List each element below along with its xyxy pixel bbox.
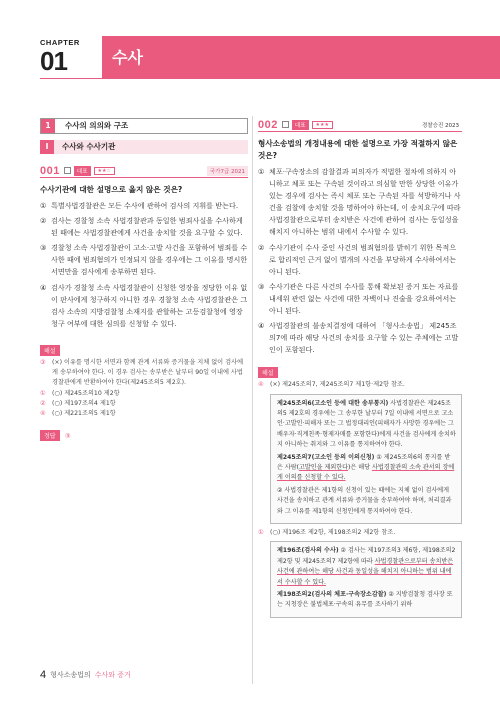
chapter-title-bar	[102, 36, 500, 78]
page-footer	[40, 669, 131, 681]
option-mark: ①	[40, 201, 47, 210]
explanation-line	[40, 389, 248, 399]
chapter-tag	[40, 26, 102, 76]
book-title: 형사소송법의	[50, 671, 91, 679]
question-number: 002	[258, 118, 278, 131]
explanation-line	[258, 380, 462, 390]
question-number: 001	[40, 164, 60, 177]
question-text: 형사소송법의 개정내용에 대한 설명으로 가장 적절하지 않은 것은?	[258, 139, 458, 160]
explanation-mark: ①	[258, 529, 264, 537]
question-002	[258, 118, 462, 618]
explanation-mark: ③	[40, 358, 46, 366]
option-item	[258, 320, 462, 356]
statute-title: 제196조(검사의 수사)	[277, 547, 339, 555]
option-text: 검사는 경찰청 소속 사법경찰관과 동일한 범죄사실을 수사하게 된 때에는 사법경찰관에게 사건을 송치할 것을 요구할 수 있다.	[51, 216, 243, 238]
option-item	[258, 242, 462, 278]
checkbox-icon[interactable]	[282, 121, 289, 128]
statute-text: ① 제245조의6의 통지를 받은 사람(	[277, 453, 451, 472]
statute-box	[270, 394, 462, 524]
representative-badge: 대표	[292, 120, 309, 130]
statute-box	[270, 541, 462, 617]
option-mark: ③	[40, 243, 47, 253]
option-item	[40, 242, 248, 278]
statute-underlined: 사법경찰관의 소속 관서의 장에게 이의를 신청할 수 있다.	[277, 464, 455, 482]
option-mark: ②	[40, 216, 47, 226]
option-mark: ①	[258, 167, 265, 176]
page-number: 4	[40, 669, 47, 681]
option-item	[40, 282, 248, 330]
left-column	[40, 118, 248, 443]
explanation-tag: 해설	[258, 367, 278, 378]
question-header	[40, 164, 248, 178]
subsection-heading	[40, 140, 248, 154]
explanation-line	[258, 528, 462, 538]
exam-source: 국가7급 2021	[207, 166, 248, 176]
explanation-mark: ④	[258, 381, 264, 389]
answer-tag: 정답	[40, 430, 60, 441]
explanation-mark: ①	[40, 389, 46, 397]
statute-text: ② 검사는 제197조의3 제6항, 제198조의2 제2항 및 제245조의7 제2항에 따라	[277, 547, 456, 565]
option-text: 검사가 경찰청 소속 사법경찰관이 신청한 영장을 정당한 이유 없이 판사에게 청구하지 아니한 경우 경찰청 소속 사법경찰관은 그 검사 소속의 지방검찰청 소재지를 관할하는 고등검찰청에 영장 청구 여부에 대한 심의를 신청할 수 있다.	[51, 282, 248, 328]
subsection-title: 수사와 수사기관	[62, 142, 116, 151]
explanation-tag: 해설	[40, 345, 60, 356]
option-text: 특별사법경찰관은 모든 수사에 관하여 검사의 지휘를 받는다.	[51, 201, 239, 210]
option-text: 수사기관은 다른 사건의 수사를 통해 확보된 증거 또는 자료를 내세워 관련 없는 사건에 대한 자백이나 진술을 강요하여서는 아니 된다.	[269, 281, 459, 316]
answer-value: ③	[64, 432, 71, 441]
explanation-mark: ②	[40, 399, 46, 407]
book-subtitle: 수사와 증거	[94, 671, 131, 679]
explanation-line	[40, 409, 248, 419]
statute-text: )은 해당	[348, 464, 372, 472]
explanation-text: (○) 제245조의10 제2항	[52, 389, 120, 397]
option-mark: ④	[258, 321, 265, 331]
chapter-underline	[40, 78, 500, 79]
section-number: 1	[41, 119, 55, 133]
explanation-text: (×) 제245조의7, 제245조의7 제1항·제2항 참조.	[270, 381, 405, 389]
difficulty-stars: ★★☆	[94, 167, 115, 175]
statute-paragraph	[277, 546, 456, 588]
statute-title: 제245조의7(고소인 등의 이의신청)	[277, 453, 375, 461]
statute-title: 제245조의6(고소인 등에 대한 송부통지)	[277, 399, 389, 407]
explanation-mark: ④	[40, 409, 46, 417]
statute-title: 제198조의2(검사의 체포·구속장소감찰)	[277, 590, 387, 598]
explanation-line	[40, 399, 248, 409]
question-001	[40, 164, 248, 443]
question-header	[258, 118, 462, 132]
subsection-number: I	[40, 140, 54, 154]
option-item	[258, 281, 462, 317]
explanation-block	[258, 360, 462, 617]
explanation-block	[40, 338, 248, 443]
explanation-text: (○) 제196조 제2항, 제198조의2 제2항 참조.	[270, 529, 396, 537]
answer-row	[40, 423, 248, 443]
explanation-text: (×) 이유를 명시한 서면과 함께 관계 서류와 증거물을 지체 없이 검사에게 송부하여야 한다. 이 경우 검사는 송부받은 날부터 90일 이내에 사법경찰관에게 반환하여야 한다(제245조의5 제2호).	[52, 358, 244, 387]
option-item	[258, 166, 462, 239]
option-text: 체포·구속장소의 감찰결과 피의자가 적법한 절차에 의하지 아니하고 체포 또는 구속된 것이라고 의심할 만한 상당한 이유가 있는 경우에 검사는 즉시 체포 또는 구속된 자를 석방하거나 사건을 검찰에 송치할 것을 명하여야 하는데, 이 송치요구에 따라 사법경찰관으로부터 송치받은 사건에 관하여 검사는 동일성을 해치지 아니하는 범위 내에서 수사할 수 있다.	[269, 167, 461, 237]
difficulty-stars: ★★★	[312, 121, 333, 129]
statute-underlined: 고발인을 제외한다	[298, 464, 349, 472]
column-divider	[252, 116, 253, 684]
section-heading	[40, 118, 248, 134]
chapter-label: CHAPTER	[40, 38, 80, 47]
statute-text: 사법경찰관은 제245조의5 제2호의 경우에는 그 송부한 날부터 7일 이내에 서면으로 고소인·고발인·피해자 또는 그 법정대리인(피해자가 사망한 경우에는 그 배우자·직계친족·형제자매를 포함한다)에게 사건을 검사에게 송치하지 아니하는 취지와 그 이유를 통지하여야 한다.	[277, 399, 456, 449]
statute-underlined: 사법경찰관으로부터 송치받은 사건에 관하여는 해당 사건과 동일성을 해치지 아니하는 범위 내에서 수사할 수 있다.	[277, 557, 454, 586]
chapter-title: 수사	[112, 48, 143, 67]
option-mark: ②	[258, 242, 265, 252]
chapter-number: 01	[40, 46, 67, 76]
option-item	[40, 215, 248, 239]
statute-paragraph	[277, 399, 456, 451]
question-text: 수사기관에 대한 설명으로 옳지 않은 것은?	[40, 185, 183, 194]
option-text: 수사기관이 수사 중인 사건의 범죄혐의를 밝히기 위한 목적으로 합리적인 근거 없이 별개의 사건을 부당하게 수사하여서는 아니 된다.	[269, 242, 457, 276]
option-item	[40, 200, 248, 212]
option-text: 사법경찰관의 불송치결정에 대하여 「형사소송법」 제245조의7에 따라 해당 사건의 송치를 요구할 수 있는 주체에는 고발인이 포함된다.	[269, 321, 459, 355]
statute-text: ② 지방검찰청 검사장 또는 지청장은 불법체포·구속의 유무를 조사하기 위하	[277, 590, 453, 609]
option-mark: ③	[258, 281, 265, 291]
right-column	[258, 118, 462, 622]
option-mark: ④	[40, 282, 47, 292]
checkbox-icon[interactable]	[64, 167, 71, 174]
option-text: 경찰청 소속 사법경찰관이 고소·고발 사건을 포함하여 범죄를 수사한 때에 범죄혐의가 인정되지 않을 경우에는 그 이유를 명시한 서면만을 검사에게 송부하면 된다.	[51, 243, 248, 277]
explanation-text: (○) 제197조의4 제1항	[52, 399, 116, 407]
statute-paragraph	[277, 453, 456, 484]
exam-source: 경찰승진 2023	[422, 123, 459, 129]
statute-paragraph	[277, 590, 456, 611]
representative-badge: 대표	[74, 166, 91, 176]
explanation-text: (○) 제221조의5 제1항	[52, 409, 116, 417]
statute-paragraph: ② 사법경찰관은 제1항의 신청이 있는 때에는 지체 없이 검사에게 사건을 송치하고 관계 서류와 증거물을 송부하여야 하며, 처리결과와 그 이유를 제1항의 신청인에게 통지하여야 한다.	[277, 486, 452, 515]
section-title: 수사의 의의와 구조	[65, 121, 129, 130]
explanation-line	[40, 358, 248, 389]
